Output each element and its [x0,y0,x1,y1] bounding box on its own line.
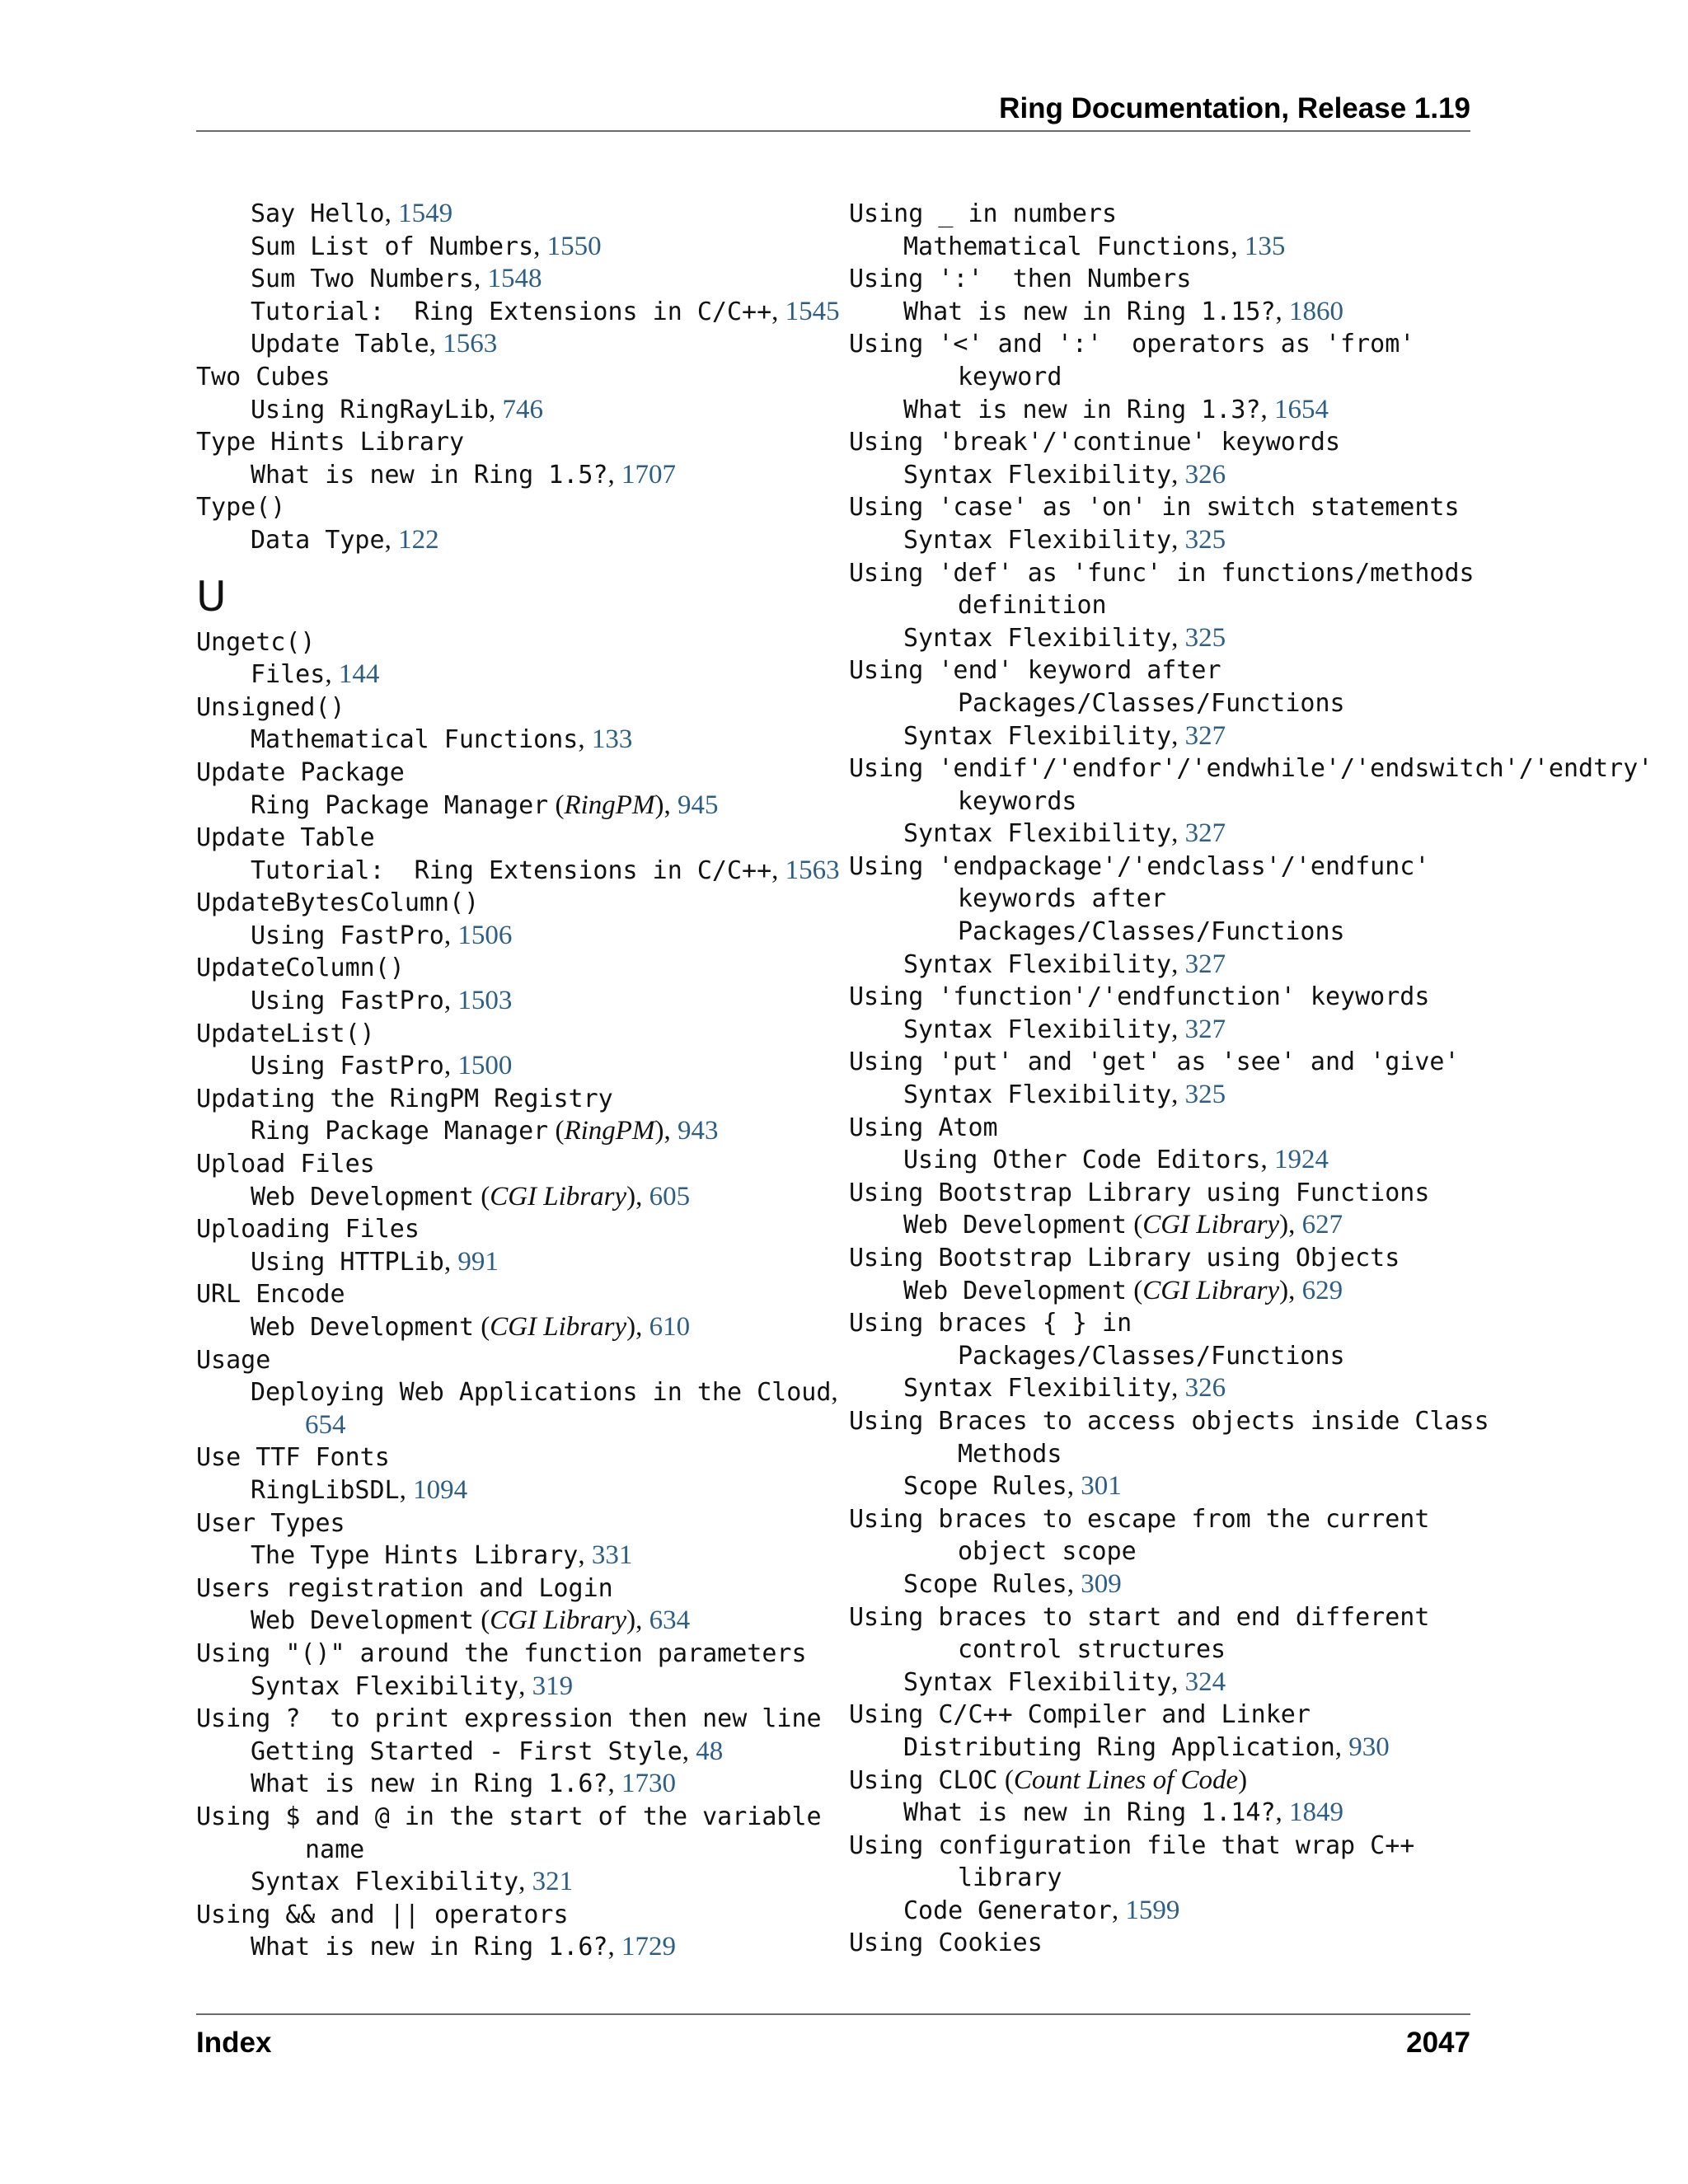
page-reference-link[interactable]: 325 [1184,622,1226,653]
entry-text: Web Development [251,1313,474,1342]
page-reference-link[interactable]: 1730 [621,1769,676,1799]
entry-text: Using 'endpackage'/'endclass'/'endfunc' [849,851,1430,881]
index-entry-term [849,1177,1673,1210]
entry-text: What is new in Ring 1.6? [251,1933,608,1962]
entry-text: Getting Started - First Style [251,1736,682,1766]
page-reference-link[interactable]: 144 [338,659,380,690]
entry-text: Syntax Flexibility [903,1374,1172,1404]
entry-text: Mathematical Functions [251,725,579,755]
entry-text: Web Development [903,1211,1127,1240]
entry-text: Using configuration file that wrap C++ [849,1830,1415,1860]
index-entry-term [196,1278,823,1311]
entry-text: The Type Hints Library [251,1541,579,1571]
index-entry-term [849,198,1673,231]
entry-text: Tutorial: Ring Extensions in C/C++ [251,855,772,885]
page-reference-link[interactable]: 321 [532,1867,574,1897]
page-reference-link[interactable]: 1563 [443,329,498,359]
index-entry-subterm: Tutorial: Ring Extensions in C/C++, 1545 [251,296,840,326]
entry-text: Using Braces to access objects inside Class [849,1406,1489,1436]
index-entry-subterm: Syntax Flexibility, 324 [903,1666,1226,1697]
index-entry-term [849,1927,1673,1960]
index-entry-subterm: Tutorial: Ring Extensions in C/C++, 1563 [251,855,840,885]
index-entry-subterm: Using FastPro, 1506 [251,920,513,950]
entry-text: Web Development [251,1182,474,1212]
index-entry-subterm: The Type Hints Library, 331 [251,1540,633,1571]
index-entry-subterm: Mathematical Functions, 133 [251,724,633,755]
entry-text: Ring Package Manager [251,1117,549,1146]
entry-qualifier: CGI Library [1142,1210,1280,1240]
index-entry-subterm: Web Development (CGI Library), 605 [251,1181,691,1212]
page-reference-link[interactable]: 1654 [1273,394,1329,424]
index-entry-term [196,822,823,855]
index-entry-continuation [849,785,1673,818]
index-entry-subterm: Sum List of Numbers, 1550 [251,231,602,261]
entry-text: Using braces to escape from the current [849,1504,1430,1534]
page-reference-link[interactable]: 326 [1184,1373,1226,1404]
page-reference-link[interactable]: 1548 [487,264,542,294]
entry-text: Methods [958,1439,1062,1469]
entry-text: Syntax Flexibility [903,721,1172,751]
page-reference-link[interactable]: 1506 [457,920,513,950]
entry-text: Using $ and @ in the start of the variable [196,1802,822,1831]
entry-text: What is new in Ring 1.14? [903,1798,1276,1828]
page-reference-link[interactable]: 319 [532,1671,574,1701]
index-entry-subterm: Code Generator, 1599 [903,1895,1180,1925]
index-letter-heading: U [196,572,227,621]
index-entry-term [196,1213,823,1246]
entry-text: Unsigned() [196,692,345,722]
page-reference-link[interactable]: 1094 [413,1474,468,1505]
page-reference-link[interactable]: 945 [677,790,719,820]
entry-qualifier: Count Lines of Code [1013,1765,1239,1795]
index-entry-subterm: Getting Started - First Style, 48 [251,1736,724,1766]
index-entry-term [196,757,823,790]
index-entry-subterm: Web Development (CGI Library), 634 [251,1605,691,1636]
entry-text: Syntax Flexibility [903,1015,1172,1044]
entry-text: Using Cookies [849,1929,1043,1958]
entry-text: Using 'function'/'endfunction' keywords [849,982,1430,1012]
entry-text: Scope Rules [903,1569,1067,1599]
index-entry-term [196,1572,823,1605]
index-entry-subterm: Using HTTPLib, 991 [251,1246,499,1277]
entry-qualifier: CGI Library [490,1605,627,1636]
entry-text: Files [251,660,326,690]
index-entry-term [849,1112,1673,1145]
entry-text: What is new in Ring 1.15? [903,297,1276,326]
index-entry-term [849,1699,1673,1732]
entry-text: User Types [196,1508,345,1538]
page-reference-link[interactable]: 1707 [621,459,676,490]
index-entry-continuation [849,687,1673,720]
entry-qualifier: CGI Library [490,1181,627,1212]
index-entry-subterm: Say Hello, 1549 [251,199,453,228]
index-entry-term [849,1046,1673,1079]
entry-text: Ring Package Manager [251,790,549,820]
entry-text: Syntax Flexibility [903,949,1172,979]
page-reference-link[interactable]: 930 [1348,1732,1390,1762]
page-reference-link[interactable]: 325 [1184,524,1226,555]
entry-text: library [958,1863,1062,1893]
index-entry-subterm: Using Other Code Editors, 1924 [903,1145,1329,1175]
entry-text: Using 'end' keyword after [849,656,1221,686]
entry-text: Type Hints Library [196,428,465,457]
entry-text: Using C/C++ Compiler and Linker [849,1700,1311,1730]
entry-text: Packages/Classes/Functions [958,1341,1345,1371]
index-entry-continuation [849,1535,1673,1568]
index-entry-term [849,851,1673,883]
index-entry-term [196,691,823,724]
index-entry-subterm: Scope Rules, 309 [903,1568,1122,1599]
entry-text: Using "()" around the function parameters [196,1638,807,1668]
page-reference-link[interactable]: 610 [649,1312,691,1342]
index-entry-term [849,654,1673,687]
entry-text: Mathematical Functions [903,232,1231,261]
index-entry-term [849,557,1673,590]
entry-text: Update Package [196,757,405,787]
page-reference-link[interactable]: 133 [591,724,633,755]
index-entry-continuation [849,589,1673,622]
page-reference-link[interactable]: 325 [1184,1080,1226,1110]
index-entry-term [196,361,823,394]
index-entry-subterm: What is new in Ring 1.15?, 1860 [903,296,1344,326]
page-reference-link[interactable]: 634 [649,1605,691,1636]
page-reference-link[interactable]: 1563 [785,855,840,885]
index-entry-subterm: Syntax Flexibility, 327 [903,949,1226,979]
index-entry-subterm: Distributing Ring Application, 930 [903,1732,1390,1762]
index-entry-subterm: Update Table, 1563 [251,329,498,359]
page-reference-link[interactable]: 1860 [1289,296,1344,326]
page-reference-link[interactable]: 1549 [398,199,453,228]
entry-text: Using braces { } in [849,1309,1132,1338]
entry-qualifier: CGI Library [490,1312,627,1342]
index-entry-term [196,1148,823,1181]
entry-text: Web Development [903,1276,1127,1305]
page-reference-link[interactable]: 324 [1184,1666,1226,1697]
entry-text: definition [958,591,1107,621]
entry-text: Say Hello [251,199,385,228]
footer-section-label: Index [196,2027,272,2059]
index-entry-term [849,1601,1673,1634]
index-entry-subterm: RingLibSDL, 1094 [251,1474,468,1505]
index-entry-subterm: Ring Package Manager (RingPM), 943 [251,1116,719,1146]
index-entry-subterm: Files, 144 [251,659,380,690]
entry-text: Using 'case' as 'on' in switch statements [849,493,1460,523]
index-entry-term [196,1441,823,1474]
index-entry-term [196,1899,823,1932]
page-reference-link[interactable]: 746 [502,394,543,424]
entry-text: object scope [958,1537,1137,1567]
index-entry-term [849,1405,1673,1438]
page-reference-link[interactable]: 654 [305,1409,346,1440]
index-entry-subterm: Using FastPro, 1500 [251,1051,513,1081]
entry-text: Syntax Flexibility [903,1667,1172,1697]
entry-text: Packages/Classes/Functions [958,688,1345,718]
index-entry-subterm: What is new in Ring 1.3?, 1654 [903,394,1329,424]
page-reference-link[interactable]: 627 [1301,1210,1343,1240]
entry-text: Using Other Code Editors [903,1146,1261,1175]
index-entry-term [196,887,823,920]
page-reference-link[interactable]: 1500 [457,1051,513,1081]
entry-text: Tutorial: Ring Extensions in C/C++ [251,297,772,326]
entry-text: Using '<' and ':' operators as 'from' [849,330,1415,359]
entry-text: UpdateBytesColumn() [196,888,480,918]
index-entry-subterm: What is new in Ring 1.6?, 1730 [251,1769,676,1799]
page-reference-link[interactable]: 605 [649,1181,691,1212]
index-entry-continuation [196,1409,823,1442]
index-entry-subterm: Syntax Flexibility, 325 [903,1080,1226,1110]
entry-text: Using 'endif'/'endfor'/'endwhile'/'endswitch'/'endtry' [849,754,1653,784]
index-entry-term [196,1703,823,1736]
entry-text: Using && and || operators [196,1900,569,1929]
index-entry-term [849,1242,1673,1275]
entry-text: RingLibSDL [251,1475,400,1505]
index-entry-subterm: Scope Rules, 301 [903,1471,1122,1502]
entry-text: Syntax Flexibility [903,460,1172,490]
index-entry-subterm [196,1376,838,1409]
page-reference-link[interactable]: 301 [1081,1471,1122,1502]
index-entry-subterm: Syntax Flexibility, 327 [903,1014,1226,1044]
entry-text: Update Table [251,330,429,359]
index-entry-subterm: What is new in Ring 1.5?, 1707 [251,459,676,490]
page-reference-link[interactable]: 135 [1244,231,1286,261]
document-title: Ring Documentation, Release 1.19 [999,92,1470,124]
entry-text: Update Table [196,823,375,853]
index-entry-continuation [849,1633,1673,1666]
entry-text: Using FastPro [251,987,444,1016]
entry-text: Distributing Ring Application [903,1732,1335,1762]
index-entry-term [849,1307,1673,1340]
entry-qualifier: RingPM [564,790,655,820]
entry-text: Syntax Flexibility [903,623,1172,653]
index-column-left [196,198,840,1964]
index-entry-subterm: What is new in Ring 1.6?, 1729 [251,1932,676,1962]
index-entry-term [196,1344,823,1377]
entry-text: Ungetc() [196,627,316,657]
page-reference-link[interactable]: 943 [677,1116,719,1146]
entry-text: Code Generator [903,1896,1112,1925]
entry-text: Using braces to start and end different [849,1602,1430,1632]
entry-text: Using 'def' as 'func' in functions/methods [849,558,1475,588]
entry-text: Type() [196,493,286,523]
index-entry-subterm: Web Development (CGI Library), 627 [903,1210,1343,1240]
entry-text: Syntax Flexibility [903,819,1172,849]
page-reference-link[interactable]: 1599 [1125,1895,1180,1925]
index-entry-term [196,1507,823,1540]
index-entry-term [196,426,823,459]
entry-text: Using Atom [849,1113,998,1142]
index-entry-term [196,952,823,985]
entry-text: Syntax Flexibility [251,1868,519,1897]
index-entry-subterm: Web Development (CGI Library), 629 [903,1275,1343,1305]
entry-text: Scope Rules [903,1472,1067,1502]
index-entry-subterm: Data Type, 122 [251,524,439,555]
index-entry-term [849,328,1673,361]
index-entry-continuation [196,1834,823,1867]
entry-text: Syntax Flexibility [251,1671,519,1701]
index-entry-continuation [849,1340,1673,1373]
page-reference-link[interactable]: 122 [398,524,439,555]
page-reference-link[interactable]: 1550 [546,231,602,261]
index-entry-term [849,752,1673,785]
entry-text: Using FastPro [251,1052,444,1081]
index-entry-subterm: Syntax Flexibility, 319 [251,1671,574,1701]
entry-text: Using 'break'/'continue' keywords [849,428,1341,457]
index-entry-continuation [849,1862,1673,1895]
page-reference-link[interactable]: 48 [696,1736,724,1766]
entry-text: Two Cubes [196,362,331,391]
entry-qualifier: RingPM [564,1116,655,1146]
page-reference-link[interactable]: 326 [1184,459,1226,490]
index-entry-term: Using CLOC (Count Lines of Code) [849,1765,1248,1795]
index-entry-term [849,1830,1673,1863]
index-entry-term [196,1801,823,1834]
entry-text: Updating the RingPM Registry [196,1084,613,1113]
index-entry-continuation [849,1438,1673,1471]
index-entry-subterm: Syntax Flexibility, 325 [903,622,1226,653]
page-reference-link[interactable]: 327 [1184,1014,1226,1044]
entry-text: What is new in Ring 1.3? [903,395,1261,424]
page-header [196,89,1470,132]
index-entry-term [196,1638,823,1671]
entry-text: Data Type [251,525,385,555]
entry-text: keywords after [958,884,1166,914]
entry-text: Using _ in numbers [849,199,1118,228]
entry-text: control structures [958,1635,1226,1665]
index-entry-subterm: Syntax Flexibility, 325 [903,524,1226,555]
page-reference-link[interactable]: 1545 [785,296,840,326]
index-entry-term [196,1018,823,1051]
index-entry-subterm: Syntax Flexibility, 327 [903,720,1226,751]
entry-text: Deploying Web Applications in the Cloud [251,1378,832,1408]
index-entry-continuation [849,361,1673,394]
entry-text: Using ':' then Numbers [849,265,1192,294]
index-entry-subterm: Using RingRayLib, 746 [251,394,543,424]
index-entry-term [849,491,1673,524]
entry-text: Using HTTPLib [251,1247,444,1277]
entry-text: Usage [196,1345,271,1375]
page-reference-link[interactable]: 1729 [621,1932,676,1962]
index-entry-subterm: Mathematical Functions, 135 [903,231,1286,261]
entry-text: Packages/Classes/Functions [958,917,1345,947]
page-reference-link[interactable]: 1503 [457,986,513,1016]
entry-text: Uploading Files [196,1215,420,1244]
index-entry-term [849,426,1673,459]
entry-text: UpdateList() [196,1019,375,1048]
entry-text: Using Bootstrap Library using Objects [849,1244,1400,1272]
page-footer [196,2013,1470,2059]
page-reference-link[interactable]: 327 [1184,949,1226,979]
index-entry-term [196,1083,823,1116]
entry-text: Using RingRayLib [251,395,489,424]
page-reference-link[interactable]: 1849 [1289,1797,1344,1828]
entry-text: Upload Files [196,1150,375,1179]
entry-text: name [305,1835,365,1864]
index-entry-subterm: Syntax Flexibility, 326 [903,459,1226,490]
page-reference-link[interactable]: 331 [591,1540,633,1571]
index-entry-subterm: Web Development (CGI Library), 610 [251,1312,691,1342]
entry-text: Sum List of Numbers [251,232,534,261]
entry-text: URL Encode [196,1280,345,1310]
index-entry-subterm: Syntax Flexibility, 321 [251,1867,574,1897]
index-entry-subterm: Ring Package Manager (RingPM), 945 [251,790,719,820]
entry-text: Syntax Flexibility [903,1080,1172,1110]
entry-text: Using 'put' and 'get' as 'see' and 'give' [849,1047,1460,1077]
index-entry-subterm: Syntax Flexibility, 326 [903,1373,1226,1404]
entry-text: keyword [958,362,1062,391]
entry-text: Sum Two Numbers [251,265,474,294]
index-entry-subterm: What is new in Ring 1.14?, 1849 [903,1797,1344,1828]
index-entry-term [196,491,823,524]
page-reference-link[interactable]: 309 [1081,1568,1122,1599]
index-entry-term [849,263,1673,296]
entry-qualifier: CGI Library [1142,1275,1280,1305]
page-reference-link[interactable]: 327 [1184,818,1226,849]
index-entry-term [196,626,823,659]
entry-text: Using Bootstrap Library using Functions [849,1178,1430,1207]
page-reference-link[interactable]: 327 [1184,720,1226,751]
index-entry-subterm: Syntax Flexibility, 327 [903,818,1226,849]
index-entry-continuation [849,916,1673,949]
entry-text: What is new in Ring 1.5? [251,460,608,490]
index-entry-term [849,981,1673,1014]
entry-text: keywords [958,786,1077,816]
page-reference-link[interactable]: 991 [457,1246,499,1277]
entry-text: Using FastPro [251,921,444,950]
entry-text: Use TTF Fonts [196,1443,390,1473]
entry-text: Users registration and Login [196,1573,613,1603]
footer-page-number: 2047 [1406,2027,1470,2059]
index-entry-term [849,1503,1673,1536]
entry-text: Syntax Flexibility [903,525,1172,555]
index-entry-subterm: Sum Two Numbers, 1548 [251,264,542,294]
entry-text: Using CLOC [849,1765,998,1795]
entry-separator: , [831,1377,838,1408]
entry-text: What is new in Ring 1.6? [251,1769,608,1799]
index-column-right [849,198,1673,1960]
entry-text: Web Development [251,1606,474,1636]
index-entry-continuation [849,883,1673,916]
entry-text: Using ? to print expression then new line [196,1704,822,1734]
page-reference-link[interactable]: 629 [1301,1275,1343,1305]
entry-text: UpdateColumn() [196,954,405,983]
index-entry-subterm: Using FastPro, 1503 [251,986,513,1016]
page-reference-link[interactable]: 1924 [1273,1145,1329,1175]
